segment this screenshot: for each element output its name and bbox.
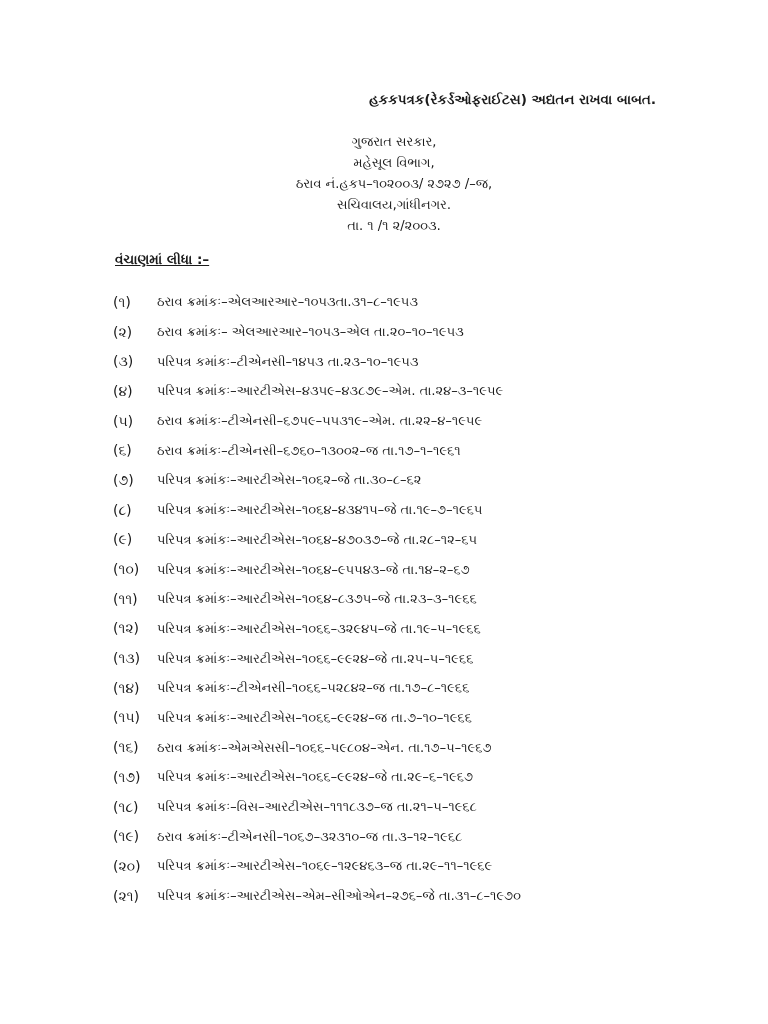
reference-number: (૧૭)	[113, 769, 141, 786]
reference-number: (૯)	[113, 532, 133, 549]
reference-text: પરિપત્ર ક્રમાંકઃ–આરટીએસ–૧૦૬૪–૪૩૪૧૫–જે તા.૧૯–૭–૧૯૬૫	[157, 503, 483, 519]
reference-text: પરિપત્ર ક્રમાંકઃ–આરટીએસ–૧૦૬૬–૩૨૯૪૫–જે તા.૧૯–૫–૧૯૬૬	[157, 621, 481, 637]
list-item	[113, 674, 733, 704]
list-item	[113, 496, 733, 526]
reference-text: પરિપત્ર કમાંકઃ–ટીએનસી–૧૪૫૩ તા.૨૩–૧૦–૧૯૫૩	[157, 354, 419, 370]
reference-number: (૫)	[113, 413, 134, 430]
list-item	[113, 763, 733, 793]
header-date: તા. ૧ /૧ ૨/૨૦૦૩.	[347, 219, 441, 234]
list-item	[113, 852, 733, 882]
list-item	[113, 407, 733, 437]
list-item	[113, 526, 733, 556]
reference-text: ઠરાવ ક્રમાંકઃ– એલઆરઆર–૧૦૫૩–એલ તા.૨૦–૧૦–૧૯૫૩	[157, 325, 464, 341]
reference-number: (૭)	[113, 472, 134, 489]
reference-text: પરિપત્ર ક્રમાંકઃ–ટીએનસી–૧૦૬૬–૫૨૮૪૨–જ તા.૧૭–૮–૧૯૬૬	[157, 681, 470, 697]
reference-text: પરિપત્ર ક્રમાંકઃ–આરટીએસ–૧૦૬૬–૯૯૨૪–જે તા.૨૯–૬–૧૯૬૭	[157, 770, 474, 786]
reference-number: (૧૪)	[113, 680, 140, 697]
reference-text: પરિપત્ર ક્રમાંકઃ–આરટીએસ–૧૦૬૪–૯૫૫૪૩–જે તા.૧૪–૨–૬૭	[157, 562, 470, 578]
list-item	[113, 733, 733, 763]
header-resolution-number: ઠરાવ નં.હકપ–૧૦૨૦૦૩/ ૨૭૨૭ /–જ,	[295, 177, 493, 192]
reference-number: (૨)	[113, 324, 133, 341]
document-subject: હકકપત્રક(રેકર્ડઓફરાઈટસ) અદ્યતન રાખવા બાબત.	[369, 92, 656, 108]
reference-number: (૧૯)	[113, 829, 140, 846]
reference-text: પરિપત્ર ક્રમાંકઃ–આરટીએસ–૧૦૬૪–૪૭૦૩૭–જે તા.૨૮–૧૨–૬૫	[157, 532, 478, 548]
list-item	[113, 793, 733, 823]
reference-number: (૧)	[113, 294, 131, 311]
list-item	[113, 882, 733, 912]
list-item	[113, 318, 733, 348]
reference-number: (૧૫)	[113, 710, 140, 727]
header-location: સચિવાલય,ગાંધીનગર.	[337, 198, 451, 213]
reference-number: (૧૦)	[113, 562, 140, 579]
reference-text: પરિપત્ર ક્રમાંકઃ–આરટીએસ–૧૦૬૬–૯૯૨૪–જ તા.૭–૧૦–૧૯૬૬	[157, 710, 472, 726]
reference-number: (૪)	[113, 383, 133, 400]
list-item	[113, 377, 733, 407]
header-government: ગુજરાત સરકાર,	[351, 135, 437, 150]
list-item	[113, 466, 733, 496]
reference-number: (૧૧)	[113, 591, 138, 608]
reference-text: પરિપત્ર ક્રમાંકઃ–આરટીએસ–૧૦૬૬–૯૯૨૪–જે તા.૨૫–૫–૧૯૬૬	[157, 651, 474, 667]
reference-text: ઠરાવ ક્રમાંકઃ–એલઆરઆર–૧૦૫૩તા.૩૧–૮–૧૯૫૩	[157, 295, 418, 311]
list-item	[113, 585, 733, 615]
reference-number: (૨૦)	[113, 858, 141, 875]
reference-text: ઠરાવ ક્રમાંકઃ–ટીએનસી–૬૭૬૦–૧૩૦૦૨–જ તા.૧૭–૧–૧૯૬૧	[157, 443, 461, 459]
reference-text: ઠરાવ ક્રમાંકઃ–ટીએનસી–૧૦૬૭–૩૨૩૧૦–જ તા.૩–૧૨–૧૯૬૮	[157, 829, 463, 845]
reference-text: પરિપત્ર ક્રમાંકઃ–આરટીએસ–૪૩૫૯–૪૩૮૭૯–એમ. તા.૨૪–૩–૧૯૫૯	[157, 384, 504, 400]
government-header	[0, 132, 768, 237]
reference-text: ઠરાવ ક્રમાંકઃ–ટીએનસી–૬૭૫૯–૫૫૩૧૯–એમ. તા.૨૨–૪–૧૯૫૯	[157, 414, 483, 430]
reference-number: (૬)	[113, 443, 132, 460]
reference-number: (૧૩)	[113, 651, 141, 668]
list-item	[113, 615, 733, 645]
references-heading: વંચાણમાં લીધા :–	[115, 252, 210, 268]
reference-number: (૧૮)	[113, 799, 139, 816]
list-item	[113, 555, 733, 585]
reference-number: (૮)	[113, 502, 132, 519]
list-item	[113, 704, 733, 734]
list-item	[113, 347, 733, 377]
list-item	[113, 288, 733, 318]
references-list	[113, 288, 733, 911]
reference-text: પરિપત્ર ક્રમાંકઃ–આરટીએસ–૧૦૬૯–૧૨૯૪૬૩–જ તા.૨૯–૧૧–૧૯૬૯	[157, 859, 493, 875]
reference-text: પરિપત્ર ક્રમાંકઃ–આરટીએસ–૧૦૬૪–૮૩૭૫–જે તા.૨૩–૩–૧૯૬૬	[157, 592, 477, 608]
reference-number: (૧૬)	[113, 740, 139, 757]
reference-text: પરિપત્ર ક્રમાંકઃ–વિસ–આરટીએસ–૧૧૧૮૩૭–જ તા.૨૧–૫–૧૯૬૮	[157, 800, 477, 816]
list-item	[113, 436, 733, 466]
list-item	[113, 644, 733, 674]
reference-number: (૧૨)	[113, 621, 140, 638]
header-department: મહેસૂલ વિભાગ,	[353, 156, 435, 171]
reference-number: (૩)	[113, 354, 134, 371]
list-item	[113, 822, 733, 852]
reference-text: ઠરાવ ક્રમાંકઃ–એમએસસી–૧૦૬૬–૫૯૮૦૪–એન. તા.૧૭–૫–૧૯૬૭	[157, 740, 492, 756]
reference-text: પરિપત્ર ક્રમાંકઃ–આરટીએસ–૧૦૬૨–જે તા.૩૦–૮–૬૨	[157, 473, 422, 489]
reference-text: પરિપત્ર ક્રમાંકઃ–આરટીએસ–એમ–સીઓએન–૨૭૬–જે તા.૩૧–૮–૧૯૭૦	[157, 889, 521, 905]
reference-number: (૨૧)	[113, 888, 140, 905]
